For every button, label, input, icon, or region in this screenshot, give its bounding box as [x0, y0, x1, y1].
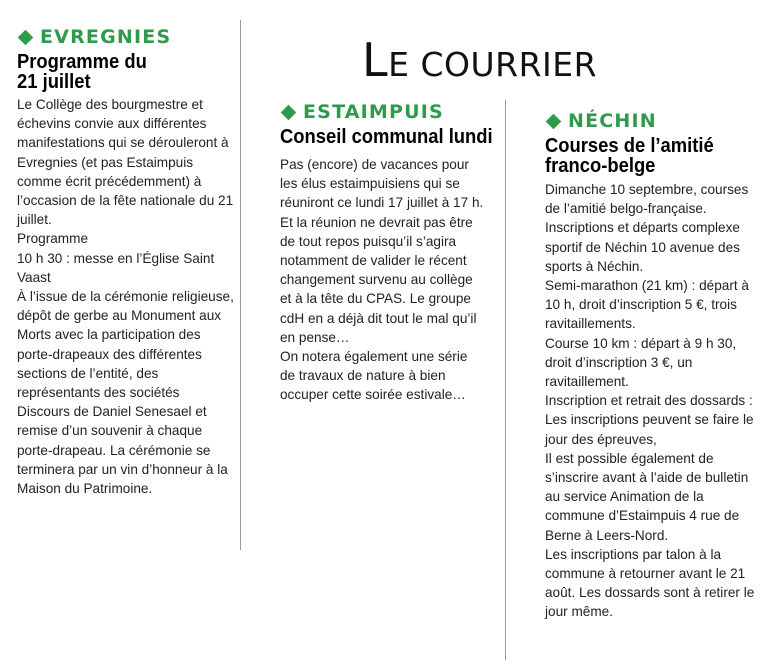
article-headline: Programme du 21 juillet [17, 51, 147, 93]
masthead-rest: E COURRIER [388, 45, 598, 84]
article-body [545, 180, 765, 622]
masthead-initial: L [362, 33, 389, 87]
masthead [362, 32, 597, 93]
article-paragraph: Semi-marathon (21 km) : départ à 10 h, droit d’inscription 5 €, trois ravitaillements. [545, 278, 749, 332]
kicker-label: ESTAIMPUIS [303, 101, 444, 123]
diamond-bullet-icon [18, 29, 34, 45]
article-paragraph: À l’issue de la cérémonie religieuse, dépôt de gerbe au Monument aux Morts avec la participation des porte-drapeaux des différentes sections de l’entité, des représentants des sociétés [17, 289, 234, 401]
article-paragraph: Pas (encore) de vacances pour les élus estaimpuisiens qui se réuniront ce lundi 17 juillet à 17 h. Et la réunion ne devrait pas être de tout repos puisqu’il s’agira notamment de valider le récent changement survenu au collège et à la tête du CPAS. Le groupe cdH en a déjà dit tout le mal qu’il en pense… [280, 157, 484, 345]
article-kicker [17, 26, 235, 48]
kicker-label: NÉCHIN [568, 110, 657, 132]
article-body [280, 155, 486, 405]
article-paragraph: Course 10 km : départ à 9 h 30, droit d’inscription 3 €, un ravitaillement. [545, 335, 737, 390]
article-headline: Conseil communal lundi [280, 126, 493, 148]
article-paragraph: Dimanche 10 septembre, courses de l’amitié belgo-française. [545, 182, 749, 217]
article-kicker [545, 110, 765, 132]
article-paragraph: Il est possible également de s’inscrire avant à l’aide de bulletin au service Animation de la commune d’Estaimpuis 4 rue de Berne à Leers-Nord. [545, 450, 749, 543]
article-headline: Courses de l’amitié franco-belge [545, 135, 714, 177]
article-paragraph: Les inscriptions par talon à la commune à retourner avant le 21 août. Les dossards sont à retirer le jour même. [545, 546, 755, 620]
diamond-bullet-icon [546, 113, 562, 129]
article-body [17, 95, 235, 498]
diamond-bullet-icon [281, 104, 297, 120]
article-paragraph: Inscription et retrait des dossards : Les inscriptions peuvent se faire le jour des épreuves, [545, 393, 754, 447]
article-nechin [545, 110, 765, 622]
article-paragraph: Inscriptions et départs complexe sportif de Néchin 10 avenue des sports à Néchin. [545, 220, 740, 274]
column-divider-2 [505, 100, 506, 660]
column-divider-1 [240, 20, 241, 550]
article-paragraph: Programme [17, 231, 89, 247]
article-paragraph: On notera également une série de travaux de nature à bien occuper cette soirée estivale… [280, 349, 468, 403]
kicker-label: EVREGNIES [40, 26, 172, 48]
article-kicker [280, 101, 486, 123]
article-paragraph: Discours de Daniel Senesael et remise d’un souvenir à chaque porte-drapeau. La cérémonie se terminera par un vin d’honneur à la Maison du Patrimoine. [17, 404, 228, 497]
article-paragraph: Le Collège des bourgmestre et échevins convie aux différentes manifestations qui se dérouleront à Evregnies (et pas Estaimpuis comme écrit précédemment) à l’occasion de la fête nationale du 21 juillet. [17, 97, 234, 228]
article-paragraph: 10 h 30 : messe en l’Église Saint Vaast [17, 250, 215, 285]
article-estaimpuis [280, 101, 493, 405]
article-evregnies [17, 26, 235, 498]
